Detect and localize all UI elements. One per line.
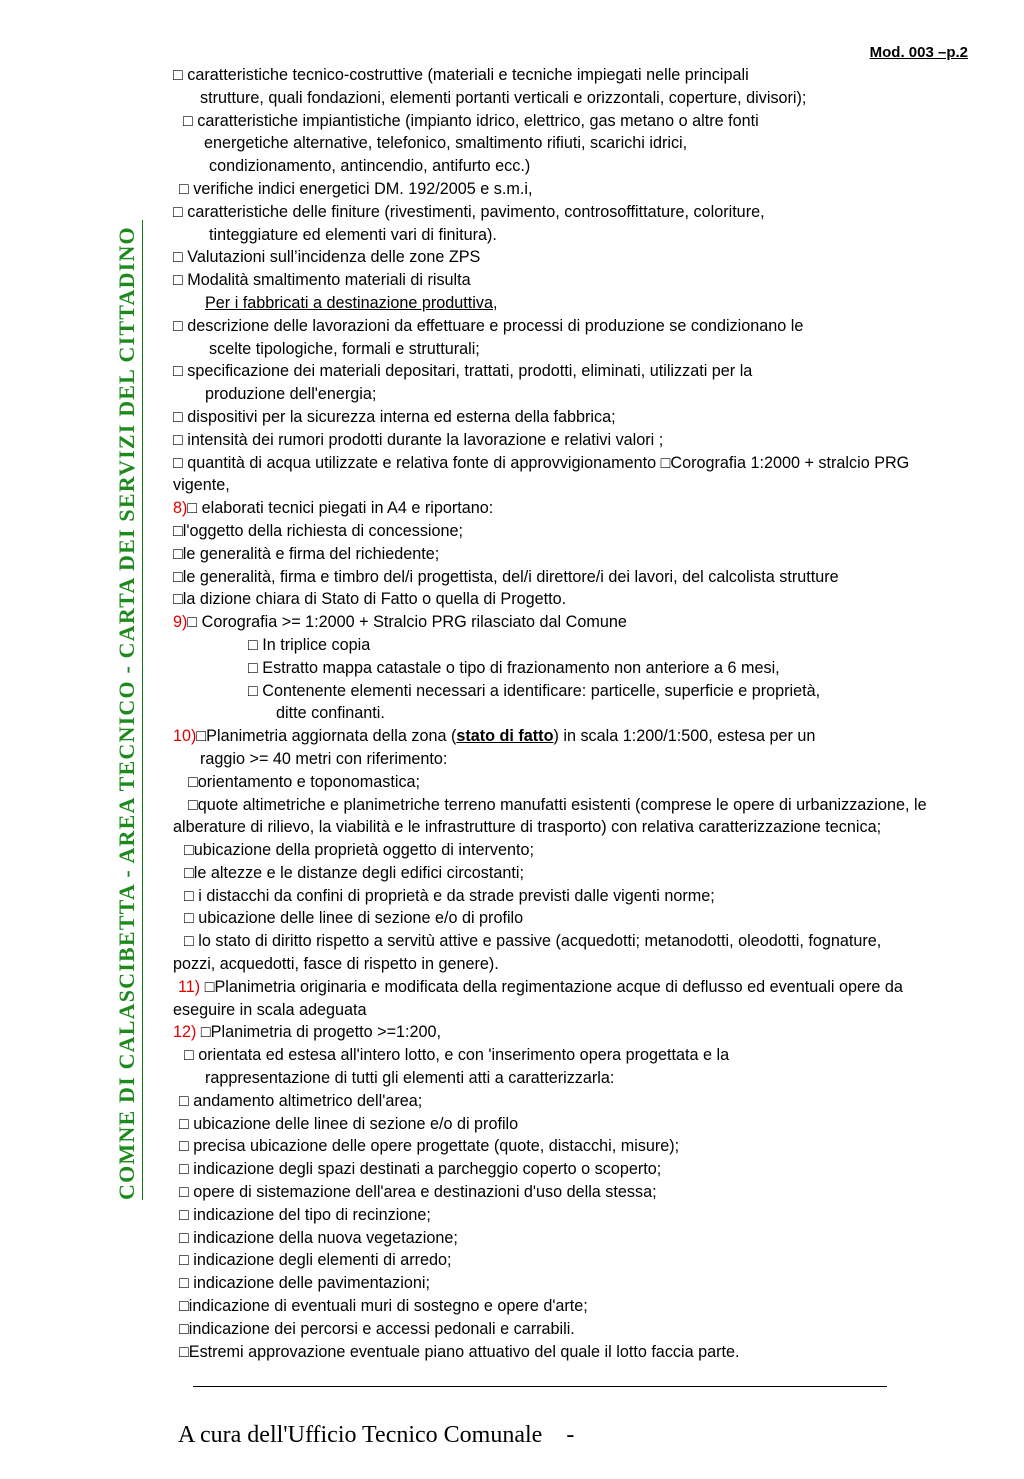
item-number: 10) xyxy=(173,727,197,746)
list-item-continuation: strutture, quali fondazioni, elementi portanti verticali e orizzontali, coperture, divisori); xyxy=(200,88,807,107)
list-item: □ indicazione del tipo di recinzione; xyxy=(179,1205,431,1224)
section-heading-productive xyxy=(173,292,973,315)
list-item: □ i distacchi da confini di proprietà e da strade previsti dalle vigenti norme; xyxy=(184,886,715,905)
list-item: □ubicazione della proprietà oggetto di intervento; xyxy=(184,841,534,860)
list-item: □le generalità, firma e timbro del/i progettista, del/i direttore/i dei lavori, del calcolista strutture xyxy=(173,567,839,586)
list-item: □ caratteristiche delle finiture (rivestimenti, pavimento, controsoffittature, coloriture, xyxy=(173,202,765,221)
list-item: □ Modalità smaltimento materiali di risulta xyxy=(173,271,471,290)
item-text: □Planimetria aggiornata della zona ( xyxy=(196,727,457,746)
list-item: □ indicazione della nuova vegetazione; xyxy=(179,1228,458,1247)
item-text: □ Corografia >= 1:2000 + Stralcio PRG rilasciato dal Comune xyxy=(187,613,627,632)
list-item: □la dizione chiara di Stato di Fatto o quella di Progetto. xyxy=(173,590,567,609)
list-item-continuation: rappresentazione di tutti gli elementi atti a caratterizzarla: xyxy=(205,1069,615,1088)
list-item: □ caratteristiche tecnico-costruttive (materiali e tecniche impiegati nelle principali xyxy=(173,66,749,84)
page-header-mod: Mod. 003 –p.2 xyxy=(869,44,968,61)
numbered-item-11 xyxy=(173,976,963,1022)
section-heading-text: Per i fabbricati a destinazione produttiva, xyxy=(205,293,498,312)
list-item: □ orientata ed estesa all'intero lotto, e con 'inserimento opera progettata e la xyxy=(184,1046,730,1065)
item-number: 9) xyxy=(173,613,188,632)
numbered-item-12 xyxy=(173,1021,973,1044)
bottom-divider xyxy=(193,1386,887,1387)
numbered-item-9 xyxy=(173,611,973,634)
list-item: □ In triplice copia xyxy=(248,635,371,654)
page-footer: A cura dell'Ufficio Tecnico Comunale - xyxy=(178,1422,575,1448)
list-item-continuation: produzione dell'energia; xyxy=(205,385,377,404)
list-item: □indicazione di eventuali muri di sostegno e opere d'arte; xyxy=(179,1297,588,1316)
list-item-continuation: ditte confinanti. xyxy=(276,704,385,723)
list-item: □quote altimetriche e planimetriche terreno manufatti esistenti (comprese le opere di urbanizzazione, le alberature di rilievo, la viabilità e le infrastrutture di trasporto) con relativa caratterizzazione tecnica; xyxy=(173,795,927,837)
list-item: □ opere di sistemazione dell'area e destinazioni d'uso della stessa; xyxy=(179,1183,657,1202)
list-item: □ verifiche indici energetici DM. 192/2005 e s.m.i, xyxy=(179,179,533,198)
list-item: □l'oggetto della richiesta di concessione; xyxy=(173,521,464,540)
list-item-continuation: energetiche alternative, telefonico, smaltimento rifiuti, scarichi idrici, xyxy=(204,134,688,153)
list-item: □le altezze e le distanze degli edifici circostanti; xyxy=(184,863,524,882)
list-item: □ indicazione degli elementi di arredo; xyxy=(179,1251,452,1270)
list-item: □Estremi approvazione eventuale piano attuativo del quale il lotto faccia parte. xyxy=(179,1342,740,1361)
item-number: 12) xyxy=(173,1023,197,1042)
list-item: □ ubicazione delle linee di sezione e/o di profilo xyxy=(184,909,524,928)
list-item: □ lo stato di diritto rispetto a servitù attive e passive (acquedotti; metanodotti, oleodotti, fognature, pozzi, acquedotti, fasce di rispetto in genere). xyxy=(173,932,882,974)
list-item: □indicazione dei percorsi e accessi pedonali e carrabili. xyxy=(179,1319,575,1338)
document-body xyxy=(173,64,973,1363)
list-item: □ caratteristiche impiantistiche (impianto idrico, elettrico, gas metano o altre fonti xyxy=(183,111,759,130)
item-text: □Planimetria di progetto >=1:200, xyxy=(200,1023,442,1042)
numbered-item-8 xyxy=(173,497,973,520)
list-item-continuation: tinteggiature ed elementi vari di finitura). xyxy=(209,225,497,244)
list-item: □ precisa ubicazione delle opere progettate (quote, distacchi, misure); xyxy=(179,1137,680,1156)
list-item: □ indicazione delle pavimentazioni; xyxy=(179,1274,430,1293)
list-item: □ Estratto mappa catastale o tipo di frazionamento non anteriore a 6 mesi, xyxy=(248,658,780,677)
list-item: □ andamento altimetrico dell'area; xyxy=(179,1091,423,1110)
list-item: □ indicazione degli spazi destinati a parcheggio coperto o scoperto; xyxy=(179,1160,662,1179)
list-item: □ Contenente elementi necessari a identificare: particelle, superficie e proprietà, xyxy=(248,681,821,700)
item-number: 8) xyxy=(173,499,188,518)
list-item: □ Valutazioni sull’incidenza delle zone ZPS xyxy=(173,248,481,267)
list-item-continuation: raggio >= 40 metri con riferimento: xyxy=(200,749,448,768)
numbered-item-10 xyxy=(173,725,973,748)
item-number: 11) xyxy=(178,977,201,996)
item-text: ) in scala 1:200/1:500, estesa per un xyxy=(553,727,816,746)
item-text-emphasis: stato di fatto xyxy=(456,727,554,746)
list-item-continuation: scelte tipologiche, formali e strutturali; xyxy=(209,339,480,358)
list-item: □ intensità dei rumori prodotti durante la lavorazione e relativi valori ; xyxy=(173,430,664,449)
sidebar-vertical-title: COMNE DI CALASCIBETTA - AREA TECNICO - CARTA DEI SERVIZI DEL CITTADINO xyxy=(112,220,143,1200)
list-item: □ quantità di acqua utilizzate e relativa fonte di approvvigionamento □Corografia 1:2000 + stralcio PRG vigente, xyxy=(173,453,910,495)
list-item: □ ubicazione delle linee di sezione e/o di profilo xyxy=(179,1114,519,1133)
list-item: □ descrizione delle lavorazioni da effettuare e processi di produzione se condizionano le xyxy=(173,316,804,335)
item-text: □ elaborati tecnici piegati in A4 e riportano: xyxy=(187,499,494,518)
list-item: □ dispositivi per la sicurezza interna ed esterna della fabbrica; xyxy=(173,407,616,426)
item-text: □Planimetria originaria e modificata della regimentazione acque di deflusso ed eventuali opere da eseguire in scala adeguata xyxy=(173,977,903,1019)
list-item: □le generalità e firma del richiedente; xyxy=(173,544,440,563)
list-item: □ specificazione dei materiali depositari, trattati, prodotti, eliminati, utilizzati per la xyxy=(173,362,753,381)
list-item: □orientamento e toponomastica; xyxy=(188,772,421,791)
list-item-continuation: condizionamento, antincendio, antifurto ecc.) xyxy=(209,157,531,176)
